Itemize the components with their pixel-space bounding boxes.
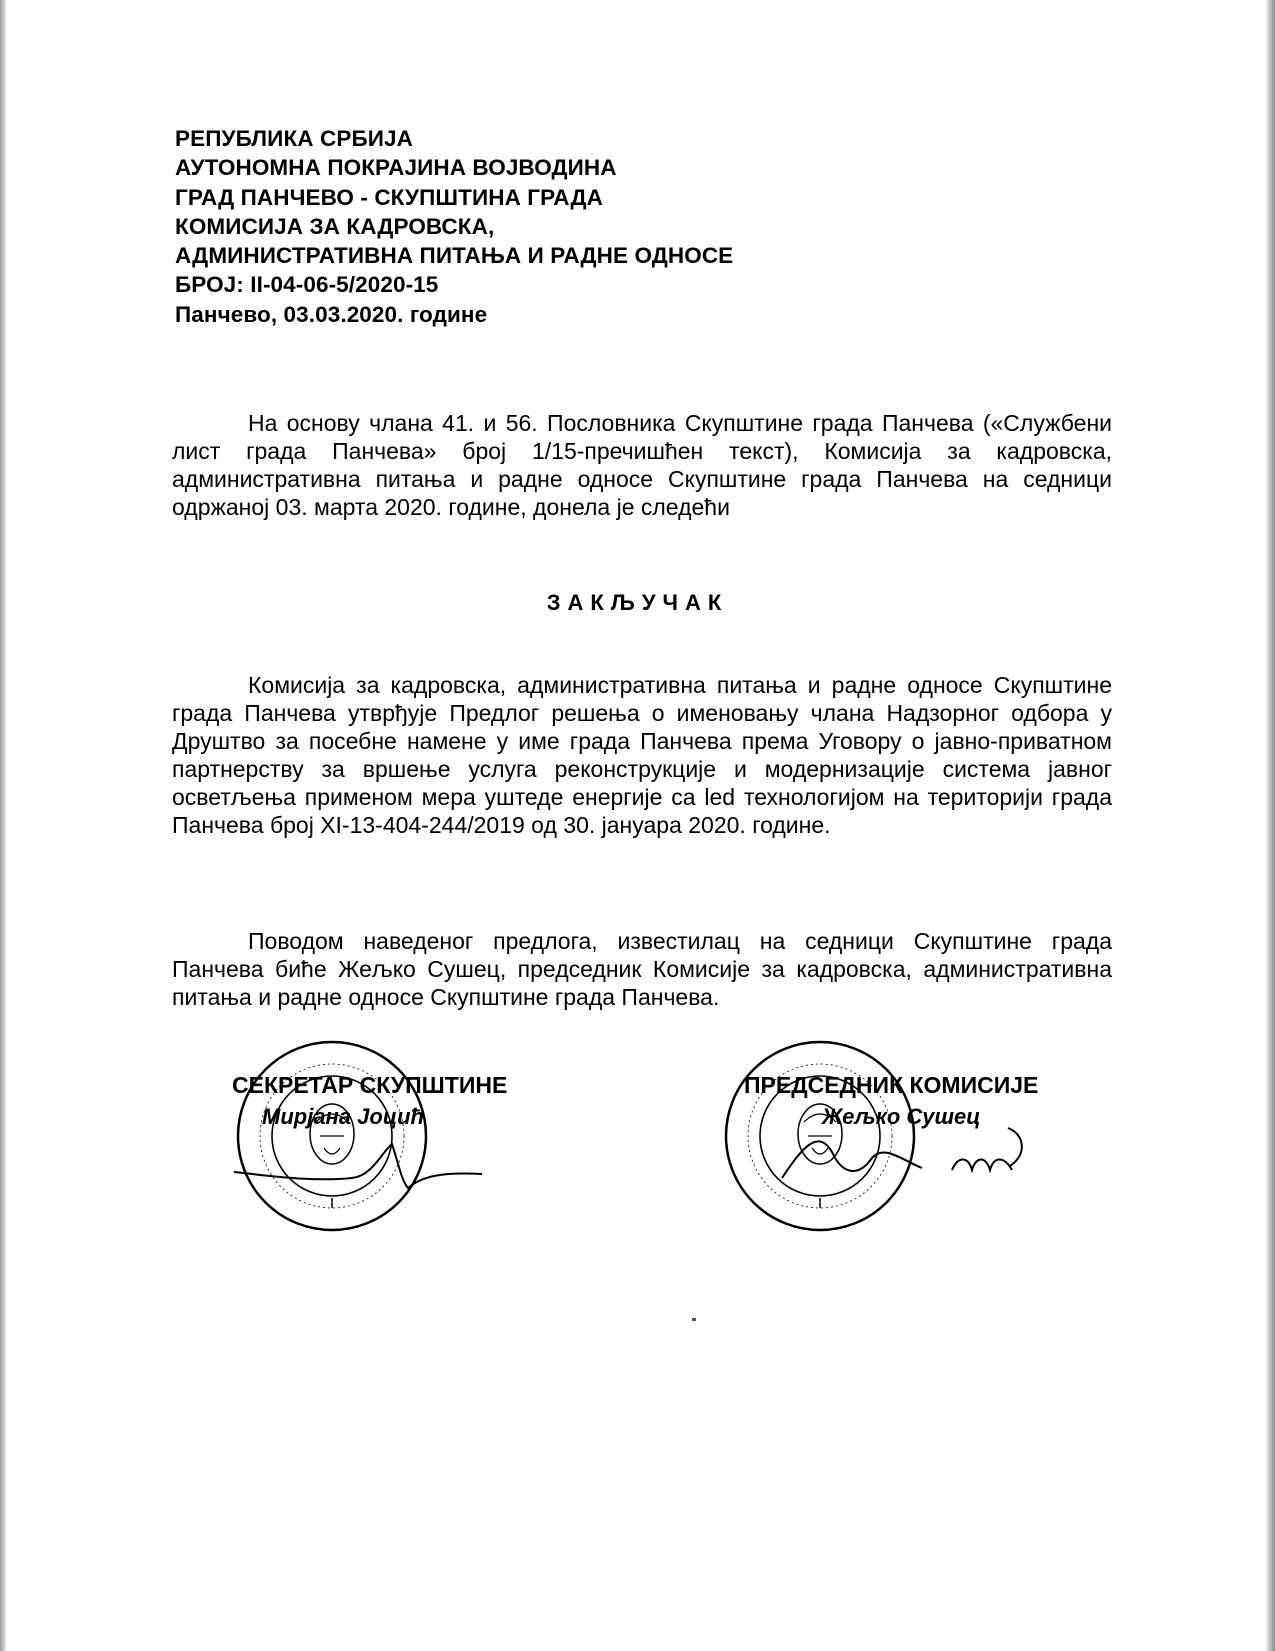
intro-paragraph: На основу члана 41. и 56. Пословника Скупштине града Панчева («Службени лист града Панчева» број 1/15-пречишћен текст), Комисија за кадровска, административна питања и радне односе Скупштине града Панчева на седници одржаној 03. марта 2020. године, донела је следећи (172, 410, 1112, 520)
document-header (175, 124, 733, 329)
scan-right-edge (1266, 0, 1275, 1651)
handwritten-signature-left (232, 1132, 492, 1202)
scan-left-edge (0, 0, 6, 1651)
conclusion-paragraph: Комисија за кадровска, административна питања и радне односе Скупштине града Панчева утврђује Предлог решења о именовању члана Надзорног одбора у Друштво за посебне намене у име града Панчева према Уговору о јавно-приватном партнерству за вршење услуга реконструкције и модернизације система јавног осветљења применом мера уштеде енергије са led технологијом на територији града Панчева број XI-13-404-244/2019 од 30. јануара 2020. године. (172, 672, 1112, 838)
header-line-republic: РЕПУБЛИКА СРБИЈА (175, 126, 413, 151)
header-line-city-assembly: ГРАД ПАНЧЕВО - СКУПШТИНА ГРАДА (175, 184, 603, 210)
header-line-commission: КОМИСИЈА ЗА КАДРОВСКА, (175, 213, 495, 239)
signature-name-secretary: Мирјана Јоцић (262, 1104, 424, 1129)
handwritten-signature-right (772, 1108, 1032, 1198)
signature-title-secretary: СЕКРЕТАР СКУПШТИНЕ (232, 1072, 508, 1098)
reporter-paragraph: Поводом наведеног предлога, известилац на седници Скупштине града Панчева биће Жељко Сушец, председник Комисије за кадровска, административна питања и радне односе Скупштине града Панчева. (172, 928, 1112, 1010)
document-title: ЗАКЉУЧАК (546, 590, 729, 615)
header-line-province: АУТОНОМНА ПОКРАЈИНА ВОЈВОДИНА (175, 155, 617, 181)
signature-name-chairman: Жељко Сушец (822, 1104, 981, 1129)
scan-speck (692, 1318, 696, 1321)
header-line-commission-cont: АДМИНИСТРАТИВНА ПИТАЊА И РАДНЕ ОДНОСЕ (175, 243, 734, 269)
header-line-date: Панчево, 03.03.2020. године (175, 301, 488, 327)
header-line-number: БРОЈ: II-04-06-5/2020-15 (175, 272, 439, 298)
signature-title-chairman: ПРЕДСЕДНИК КОМИСИЈЕ (744, 1072, 1039, 1098)
